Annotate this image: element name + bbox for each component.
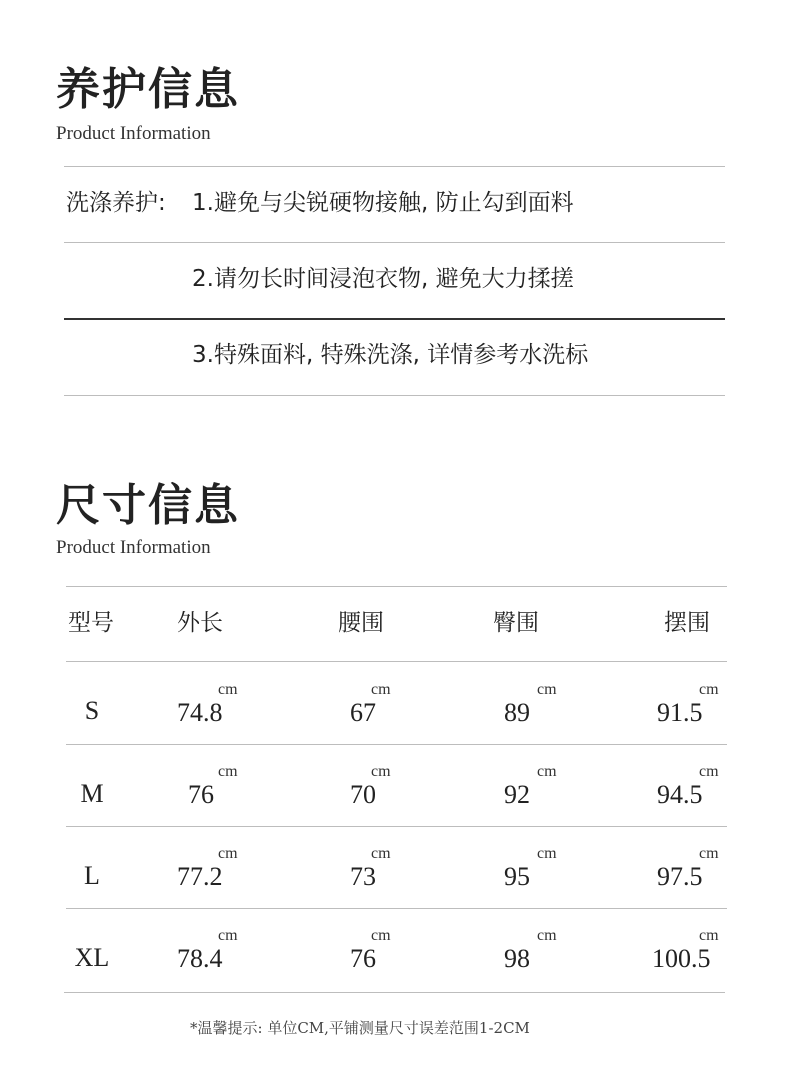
hip-value: 89 [504, 698, 530, 727]
waist-value: 70 [350, 780, 376, 809]
care-top-rule [64, 166, 725, 167]
unit-label: cm [218, 927, 238, 944]
unit-label: cm [371, 681, 391, 698]
row-rule [66, 826, 727, 827]
size-header-rule [66, 661, 727, 662]
unit-label: cm [537, 845, 557, 862]
size-title: 尺寸信息 [56, 480, 240, 531]
care-label: 洗涤养护: [66, 190, 166, 216]
waist-value: 73 [350, 862, 376, 891]
unit-label: cm [699, 763, 719, 780]
length-value: 77.2 [177, 862, 223, 891]
unit-label: cm [218, 681, 238, 698]
unit-label: cm [537, 681, 557, 698]
header-hem: 摆围 [664, 610, 710, 636]
hip-value: 98 [504, 944, 530, 973]
unit-label: cm [699, 845, 719, 862]
unit-label: cm [218, 763, 238, 780]
length-value: 76 [188, 780, 214, 809]
hem-value: 100.5 [652, 944, 711, 973]
unit-label: cm [537, 763, 557, 780]
care-item-1: 1.避免与尖锐硬物接触, 防止勾到面料 [192, 190, 574, 216]
header-length: 外长 [177, 610, 223, 636]
size-table-top-rule [66, 586, 727, 587]
unit-label: cm [371, 763, 391, 780]
row-rule [66, 908, 727, 909]
unit-label: cm [699, 681, 719, 698]
unit-label: cm [537, 927, 557, 944]
header-hip: 臀围 [493, 610, 539, 636]
hip-value: 95 [504, 862, 530, 891]
waist-value: 76 [350, 944, 376, 973]
unit-label: cm [371, 927, 391, 944]
size-label: S [84, 696, 100, 725]
care-divider [64, 242, 725, 243]
size-label: M [80, 779, 104, 808]
header-waist: 腰围 [338, 610, 384, 636]
care-bottom-rule [64, 395, 725, 396]
unit-label: cm [218, 845, 238, 862]
hem-value: 94.5 [657, 780, 703, 809]
hem-value: 91.5 [657, 698, 703, 727]
size-label: L [84, 861, 100, 890]
care-subtitle: Product Information [56, 123, 211, 144]
length-value: 74.8 [177, 698, 223, 727]
header-model: 型号 [68, 610, 114, 636]
size-label: XL [74, 943, 110, 972]
care-item-3: 3.特殊面料, 特殊洗涤, 详情参考水洗标 [192, 342, 589, 368]
size-table-bottom-rule [64, 992, 725, 993]
size-note: *温馨提示: 单位CM,平铺测量尺寸误差范围1-2CM [190, 1019, 530, 1037]
unit-label: cm [699, 927, 719, 944]
hem-value: 97.5 [657, 862, 703, 891]
care-title: 养护信息 [56, 64, 240, 115]
care-item-2: 2.请勿长时间浸泡衣物, 避免大力揉搓 [192, 266, 574, 292]
size-subtitle: Product Information [56, 537, 211, 558]
hip-value: 92 [504, 780, 530, 809]
row-rule [66, 744, 727, 745]
unit-label: cm [371, 845, 391, 862]
length-value: 78.4 [177, 944, 223, 973]
care-divider-strong [64, 318, 725, 320]
waist-value: 67 [350, 698, 376, 727]
